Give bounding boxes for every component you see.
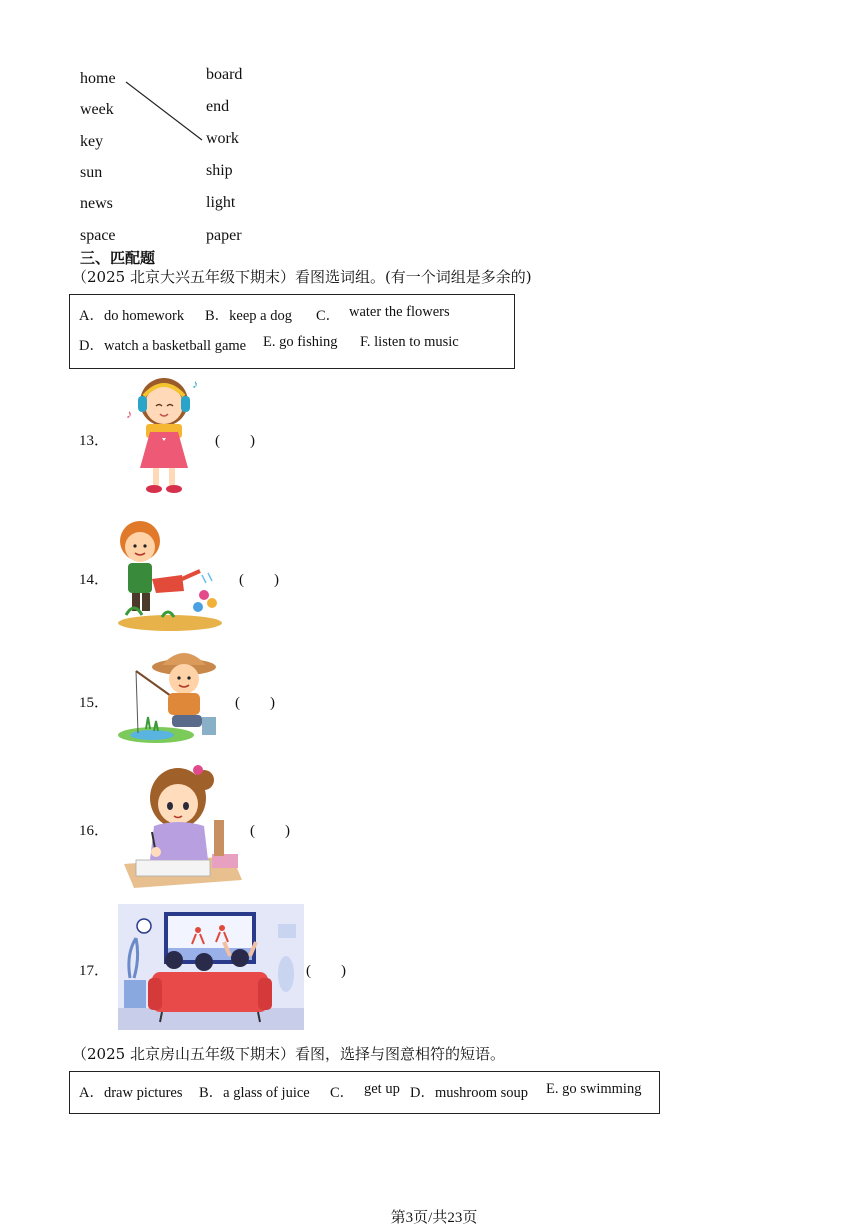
option: D．mushroom soup (410, 1085, 529, 1101)
exercise1-source: （2025 北京大兴五年级下期末）看图选词组。(有一个词组是多余的) (72, 268, 532, 286)
option: water the flowers (349, 304, 450, 320)
option: E. go fishing (263, 334, 338, 350)
left-word: space (80, 227, 116, 244)
svg-text:♪: ♪ (192, 377, 198, 391)
question-number: 15． (79, 695, 110, 711)
right-word: light (206, 194, 236, 211)
family-watching-basketball-illustration (118, 904, 304, 1030)
option: B．a glass of juice (199, 1085, 310, 1101)
left-word: home (80, 70, 116, 87)
answer-blank[interactable]: ( ) (235, 695, 275, 711)
left-word: sun (80, 164, 103, 181)
option: F. listen to music (360, 334, 459, 350)
girl-doing-homework-illustration (120, 764, 246, 888)
option: B．keep a dog (205, 308, 292, 324)
left-word: week (80, 101, 114, 118)
left-word: news (80, 195, 113, 212)
option: get up (364, 1081, 400, 1097)
answer-blank[interactable]: ( ) (306, 963, 346, 979)
option: A．draw pictures (79, 1085, 183, 1101)
girl-listening-music-illustration (124, 372, 204, 496)
connector-line (0, 0, 868, 260)
option: E. go swimming (546, 1081, 642, 1097)
exercise2-source: （2025 北京房山五年级下期末）看图，选择与图意相符的短语。 (72, 1045, 505, 1063)
question-number: 16． (79, 823, 110, 839)
option: C． (316, 308, 341, 324)
options-box (69, 1071, 660, 1114)
option: D．watch a basketball game (79, 338, 247, 354)
right-word: ship (206, 162, 233, 179)
answer-blank[interactable]: ( ) (215, 433, 255, 449)
right-word: paper (206, 227, 242, 244)
options-box (69, 294, 515, 369)
right-word: work (206, 130, 239, 147)
boy-fishing-illustration (116, 645, 226, 745)
option: C． (330, 1085, 355, 1101)
right-word: board (206, 66, 243, 83)
page-footer: 第3页/共23页 (390, 1210, 478, 1226)
option: A．do homework (79, 308, 185, 324)
question-number: 14． (79, 572, 110, 588)
svg-text:♪: ♪ (126, 407, 132, 421)
boy-watering-flowers-illustration (112, 519, 228, 633)
question-number: 17． (79, 963, 110, 979)
left-word: key (80, 133, 104, 150)
section-title: 三、匹配题 (80, 249, 156, 267)
answer-blank[interactable]: ( ) (239, 572, 279, 588)
answer-blank[interactable]: ( ) (250, 823, 290, 839)
question-number: 13． (79, 433, 110, 449)
right-word: end (206, 98, 230, 115)
